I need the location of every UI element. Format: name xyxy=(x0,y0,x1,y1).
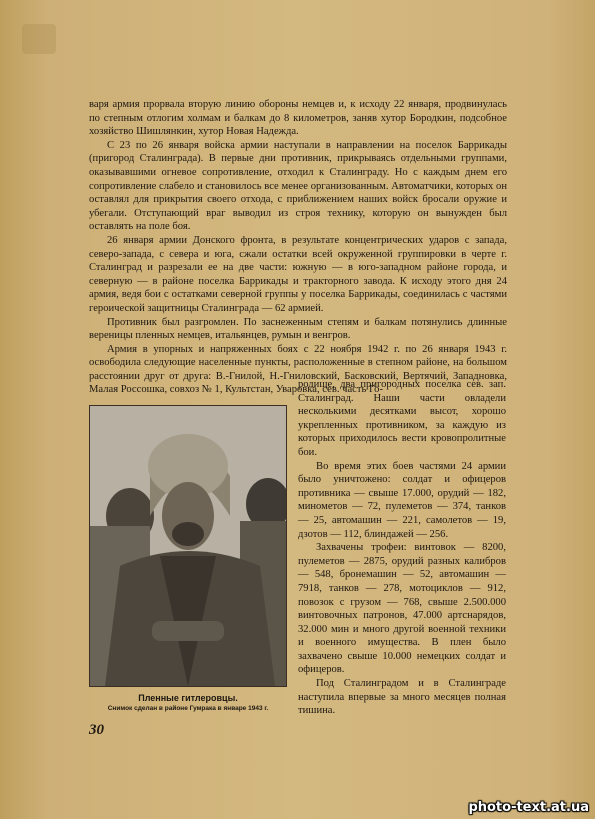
paper-stain xyxy=(22,24,56,54)
main-text-right xyxy=(298,378,506,718)
paragraph: варя армия прорвала вторую линию обороны немцев и, к исходу 22 января, продвинулась по степным отлогим холмам и балкам до 8 километров, заняв хутор Бородкин, подсобное хозяйство Шишлянкин, хутор Новая Надежда. xyxy=(89,99,507,138)
paragraph: С 23 по 26 января войска армии наступали в направлении на поселок Баррикады (пригород Сталинграда). В первые дни противник, прикрываясь отдельными группами, оказывавшими огневое сопротивление, отходил к Сталинграду. Но с каждым днем его сопротивление слабело и становилось все менее организованным. Автоматчики, которых он оставлял для прикрытия своего отхода, с приближением наших войск бросали оружие и убегали. Отступающий враг выводил из строя технику, которую он вынужден был оставлять на поле боя. xyxy=(89,139,507,233)
paragraph: Под Сталинградом и в Сталинграде наступила впервые за много месяцев полная тишина. xyxy=(298,678,506,717)
prisoner-photo xyxy=(89,405,287,687)
photo-credit: Снимок сделан в районе Гумрака в январе 1943 г. xyxy=(107,705,269,712)
photo-figure xyxy=(89,405,287,712)
paragraph: 26 января армии Донского фронта, в результате концентрических ударов с запада, северо-запада, с севера и юга, сжали остатки всей окруженной группировки в черте г. Сталинград и разрезали ее на две части: южную — в юго-западном районе города, и северную — в районе поселка Баррикады и тракторного завода. К исходу этого дня 24 армия, ведя бои с остатками северной группы у поселка Баррикады, соединилась с частями героической защитницы Сталинграда — 62 армией. xyxy=(89,234,507,314)
photo-illustration xyxy=(90,406,286,686)
paragraph: родище, два пригородных поселка сев. зап. Сталинград. Наши части овладели несколькими десятками высот, хорошо укрепленных противником, за каждую из которых приходилось вести кровопролитные бои. xyxy=(298,379,506,458)
paragraph: Армия в упорных и напряженных боях с 22 ноября 1942 г. по 26 января 1943 г. освободила следующие населенные пункты, расположенные в степном районе, на большом расстоянии друг от друга: В.-Гнилой, Н.-Гниловский, Басковский, Вертячий, Западновка, Малая Россошка, совхоз № 1, Культстан, Уваровка, сев. часть Го- xyxy=(89,343,507,396)
photo-caption: Пленные гитлеровцы. xyxy=(138,693,238,703)
main-text-top xyxy=(89,98,507,397)
paragraph: Захвачены трофеи: винтовок — 8200, пулеметов — 2875, орудий разных калибров — 548, бронемашин — 52, автомашин — 7918, танков — 278, мотоциклов — 912, повозок с грузом — 768, свыше 2.500.000 винтовочных патронов, 47.000 артснарядов, 32.000 мин и много другой военной техники и военного имущества. В плен было захвачено свыше 10.000 немецких солдат и офицеров. xyxy=(298,542,506,676)
watermark: photo-text.at.ua xyxy=(468,800,589,815)
paragraph: Противник был разгромлен. По заснеженным степям и балкам потянулись длинные вереницы пленных немцев, итальянцев, румын и венгров. xyxy=(89,316,507,342)
page-number: 30 xyxy=(89,722,104,738)
paragraph: Во время этих боев частями 24 армии было уничтожено: солдат и офицеров противника — свыше 17.000, орудий — 182, минометов — 72, пулеметов — 374, танков — 25, автомашин — 221, самолетов — 19, дзотов — 112, блиндажей — 256. xyxy=(298,460,506,540)
